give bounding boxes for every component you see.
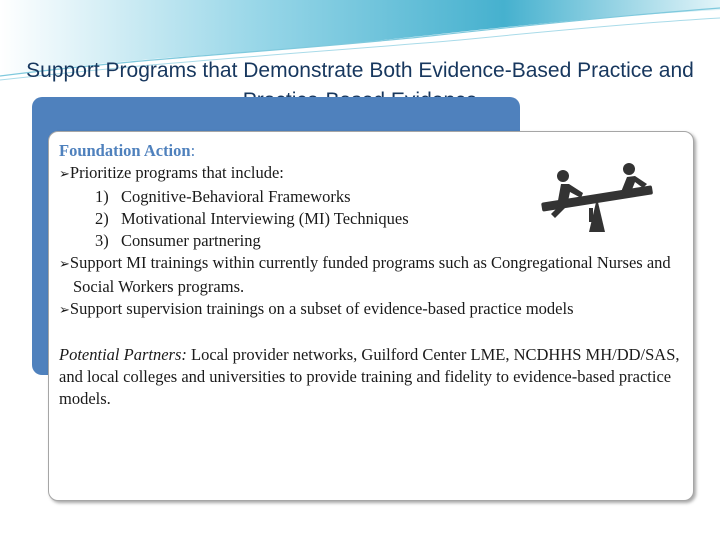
bullet-text: Prioritize programs that include: [69, 163, 284, 182]
slide-title: Support Programs that Demonstrate Both Evidence-Based Practice and [26, 59, 694, 82]
arrow-bullet-icon: ➢ [59, 167, 70, 182]
item-text: Cognitive-Behavioral Frameworks [121, 187, 351, 206]
bullet-text: Support supervision trainings on a subset of evidence-based practice models [69, 299, 574, 318]
seesaw-icon [537, 162, 657, 234]
potential-partners [59, 344, 683, 410]
bullet-text: Support MI trainings within currently funded programs such as Congregational Nurses and Social Workers programs. [69, 253, 671, 296]
item-number: 3) [95, 231, 109, 250]
bullet-supervision-trainings [59, 298, 683, 322]
item-text: Motivational Interviewing (MI) Techniques [121, 209, 409, 228]
item-number: 1) [95, 187, 109, 206]
arrow-bullet-icon: ➢ [59, 303, 70, 318]
partners-text: Local provider networks, Guilford Center LME, NCDHHS MH/DD/SAS, and local colleges and universities to provide training and fidelity to evidence-based practice models. [59, 345, 680, 408]
partners-label: Potential Partners: [59, 345, 187, 364]
foundation-action-heading [59, 140, 683, 162]
item-number: 2) [95, 209, 109, 228]
bullet-mi-trainings [59, 252, 683, 298]
item-text: Consumer partnering [121, 231, 261, 250]
arrow-bullet-icon: ➢ [59, 257, 70, 272]
foundation-action-colon: : [190, 141, 196, 160]
foundation-action-label: Foundation Action [59, 141, 191, 160]
